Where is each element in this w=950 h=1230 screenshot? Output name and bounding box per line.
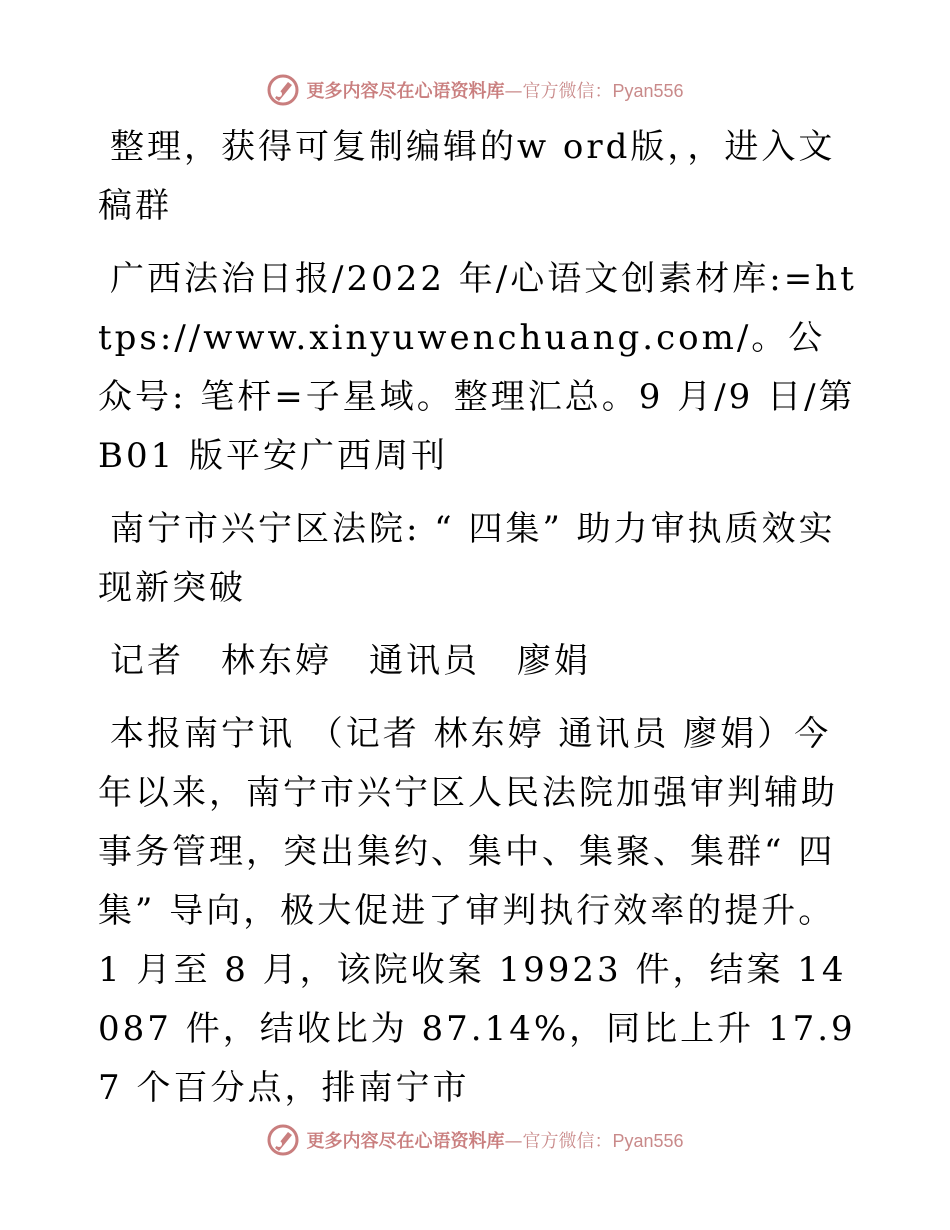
watermark-id: Pyan556 — [612, 1131, 684, 1151]
article-byline: 记者 林东婷 通讯员 廖娟 — [110, 641, 591, 681]
paragraph-intro: 整理，获得可复制编辑的w ord版，，进入文稿群 — [98, 127, 836, 226]
watermark-text — [306, 77, 683, 103]
watermark-sub: —官方微信： — [504, 1131, 613, 1152]
article-headline: 南宁市兴宁区法院: “ 四集” 助力审执质效实现新突破 — [98, 509, 836, 608]
pen-logo-icon — [266, 73, 300, 107]
pen-logo-icon — [266, 1123, 300, 1157]
header-watermark — [0, 70, 950, 110]
document-body — [98, 118, 858, 1132]
watermark-sub: —官方微信： — [504, 81, 613, 102]
footer-watermark — [0, 1120, 950, 1160]
watermark-text — [306, 1127, 683, 1153]
watermark-main: 更多内容尽在心语资料库 — [306, 81, 505, 102]
watermark-id: Pyan556 — [612, 81, 684, 101]
watermark-main: 更多内容尽在心语资料库 — [306, 1131, 505, 1152]
article-lead-paragraph: 本报南宁讯 （记者 林东婷 通讯员 廖娟）今年以来，南宁市兴宁区人民法院加强审判辅助事务管理，突出集约、集中、集聚、集群“ 四集” 导向，极大促进了审判执行效率的提升。1 月至 8 月，该院收案 19923 件，结案 14087 件，结收比为 87.14%，同比上升 17.97 个百分点，排南宁市 — [98, 714, 856, 1108]
paragraph-source: 广西法治日报/2022 年/心语文创素材库:=https://www.xinyuwenchuang.com/。公众号: 笔杆=子星域。整理汇总。9 月/9 日/第 B01 版平安广西周刊 — [98, 259, 857, 476]
